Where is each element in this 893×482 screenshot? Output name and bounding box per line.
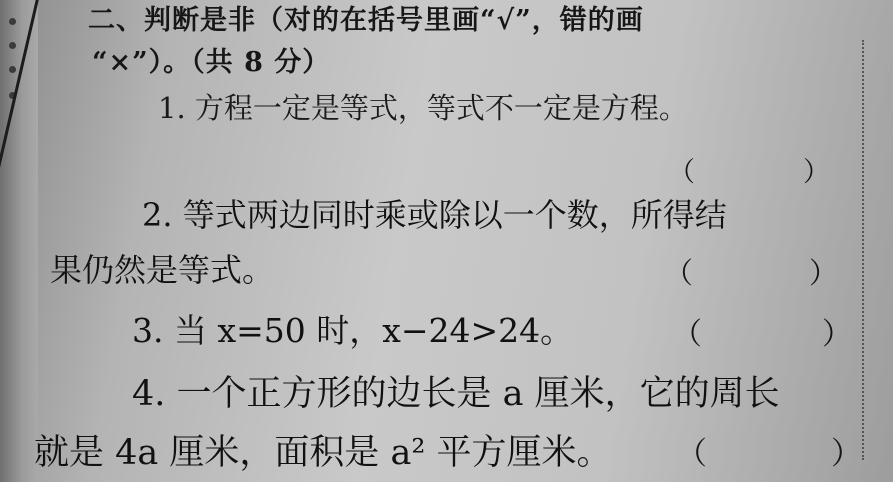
question-4-text-line-2: 就是 4a 厘米，面积是 a² 平方厘米。 xyxy=(34,433,612,473)
question-4-answer-bracket[interactable]: （ ） xyxy=(676,436,862,472)
binding-hole xyxy=(9,18,16,25)
section-title-line-2: “×”）。（共 8 分） xyxy=(92,47,331,78)
question-1-text: 1. 方程一定是等式，等式不一定是方程。 xyxy=(158,91,688,125)
question-2-text-line-1: 2. 等式两边同时乘或除以一个数，所得结 xyxy=(142,196,727,234)
binding-hole xyxy=(9,42,16,49)
binding-hole xyxy=(9,66,16,73)
section-title-line-1: 二、判断是非（对的在括号里画“√”，错的画 xyxy=(88,5,644,36)
question-2-answer-bracket[interactable]: （ ） xyxy=(664,256,839,290)
question-1-answer-bracket[interactable]: （ ） xyxy=(668,157,830,188)
question-2-text-line-2: 果仍然是等式。 xyxy=(50,251,275,289)
question-4-text-line-1: 4. 一个正方形的边长是 a 厘米，它的周长 xyxy=(132,374,780,414)
question-3-text: 3. 当 x=50 时，x−24>24。 xyxy=(132,311,574,350)
cut-line xyxy=(862,40,864,460)
question-3-answer-bracket[interactable]: （ ） xyxy=(672,317,852,352)
